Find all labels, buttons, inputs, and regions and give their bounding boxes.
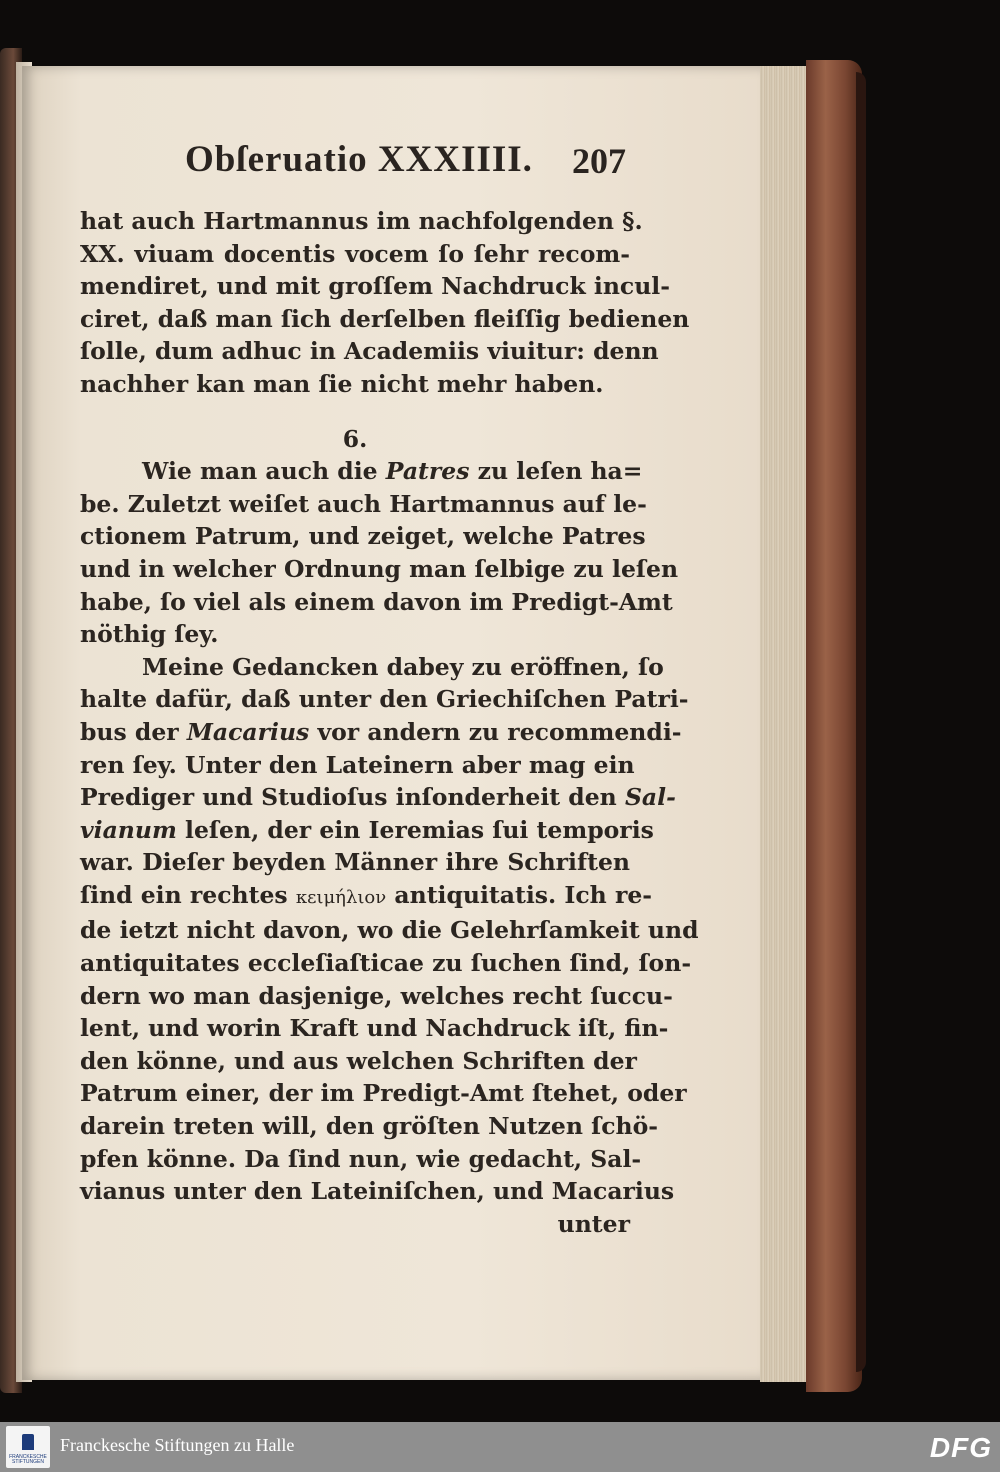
section-heading	[80, 455, 643, 488]
text-line: ciret, daß man ſich derſelben fleiſſig bedienen	[80, 304, 690, 333]
book-cover-right	[806, 60, 862, 1392]
text-line	[80, 814, 654, 847]
text-line	[80, 716, 682, 749]
text-line: mendiret, und mit groſſem Nachdruck incul-	[80, 272, 670, 301]
text-line: XX. viuam docentis vocem ſo ſehr recom-	[80, 239, 630, 268]
text-line: halte dafür, daß unter den Griechiſchen Patri-	[80, 685, 689, 714]
text-line: antiquitates eccleſiaſticae zu ſuchen ſind, ſon-	[80, 949, 692, 978]
text-line: und in welcher Ordnung man ſelbige zu leſen	[80, 554, 679, 583]
text-line	[80, 879, 653, 915]
text-line: Meine Gedancken dabey zu eröffnen, ſo	[142, 652, 664, 681]
text-line: dern wo man dasjenige, welches recht ſuccu-	[80, 981, 673, 1010]
text-line: vianus unter den Lateiniſchen, und Macarius	[80, 1177, 675, 1206]
text-span: bus der	[80, 717, 187, 746]
heading-italic: Patres	[385, 457, 470, 486]
text-line: lent, und worin Kraft und Nachdruck iſt, fin-	[80, 1014, 669, 1043]
text-span: vor andern zu recommendi-	[309, 717, 682, 746]
text-line: pfen könne. Da ſind nun, wie gedacht, Sal-	[80, 1144, 642, 1173]
text-line: war. Dieſer beyden Männer ihre Schriften	[80, 848, 630, 877]
text-span: Prediger und Studioſus inſonderheit den	[80, 783, 625, 812]
italic-name: Sal-	[624, 783, 676, 812]
text-line: de ietzt nicht davon, wo die Gelehrſamkeit und	[80, 916, 699, 945]
italic-name: Macarius	[186, 717, 310, 746]
text-span: ſind ein rechtes	[80, 880, 296, 909]
text-line: ctionem Patrum, und zeiget, welche Patres	[80, 522, 646, 551]
logo-caption: FRANCKESCHE STIFTUNGEN	[9, 1454, 47, 1465]
body-text	[80, 205, 699, 1240]
text-line: den könne, und aus welchen Schriften der	[80, 1046, 637, 1075]
section-number: 6.	[342, 424, 368, 453]
text-line: hat auch Hartmannus im nachfolgenden §.	[80, 207, 643, 235]
text-span: leſen, der ein Ieremias ſui temporis	[176, 815, 654, 844]
catchword: unter	[557, 1209, 630, 1238]
greek-word: κειμήλιον	[295, 886, 387, 908]
book-cover-edge	[856, 72, 866, 1372]
text-line: habe, ſo viel als einem davon im Predigt-Amt	[80, 587, 673, 616]
text-line: ren ſey. Unter den Lateinern aber mag ein	[80, 750, 635, 779]
text-line	[80, 781, 676, 814]
text-line: darein treten will, den gröſten Nutzen ſchö-	[80, 1112, 659, 1141]
running-head: Obſeruatio XXXIIII.	[185, 139, 533, 180]
viewer-footer	[0, 1422, 1000, 1472]
text-span: antiquitatis. Ich re-	[386, 880, 653, 909]
institution-name[interactable]: Franckesche Stiftungen zu Halle	[60, 1435, 295, 1455]
page-edges	[760, 66, 808, 1382]
text-line: nachher kan man ſie nicht mehr haben.	[80, 369, 604, 398]
heading-text: Wie man auch die	[142, 457, 386, 486]
dfg-logo[interactable]: DFG	[929, 1432, 992, 1463]
heading-text: zu leſen ha=	[469, 457, 643, 486]
italic-name: vianum	[80, 815, 177, 844]
page-number: 207	[572, 141, 626, 181]
text-line: be. Zuletzt weiſet auch Hartmannus auf le-	[80, 489, 647, 518]
text-line: nöthig ſey.	[80, 620, 219, 649]
text-line: Patrum einer, der im Predigt-Amt ſtehet, oder	[80, 1079, 687, 1108]
building-icon	[22, 1434, 34, 1450]
text-line: ſolle, dum adhuc in Academiis viuitur: denn	[80, 337, 659, 366]
institution-logo-icon[interactable]	[6, 1426, 50, 1468]
